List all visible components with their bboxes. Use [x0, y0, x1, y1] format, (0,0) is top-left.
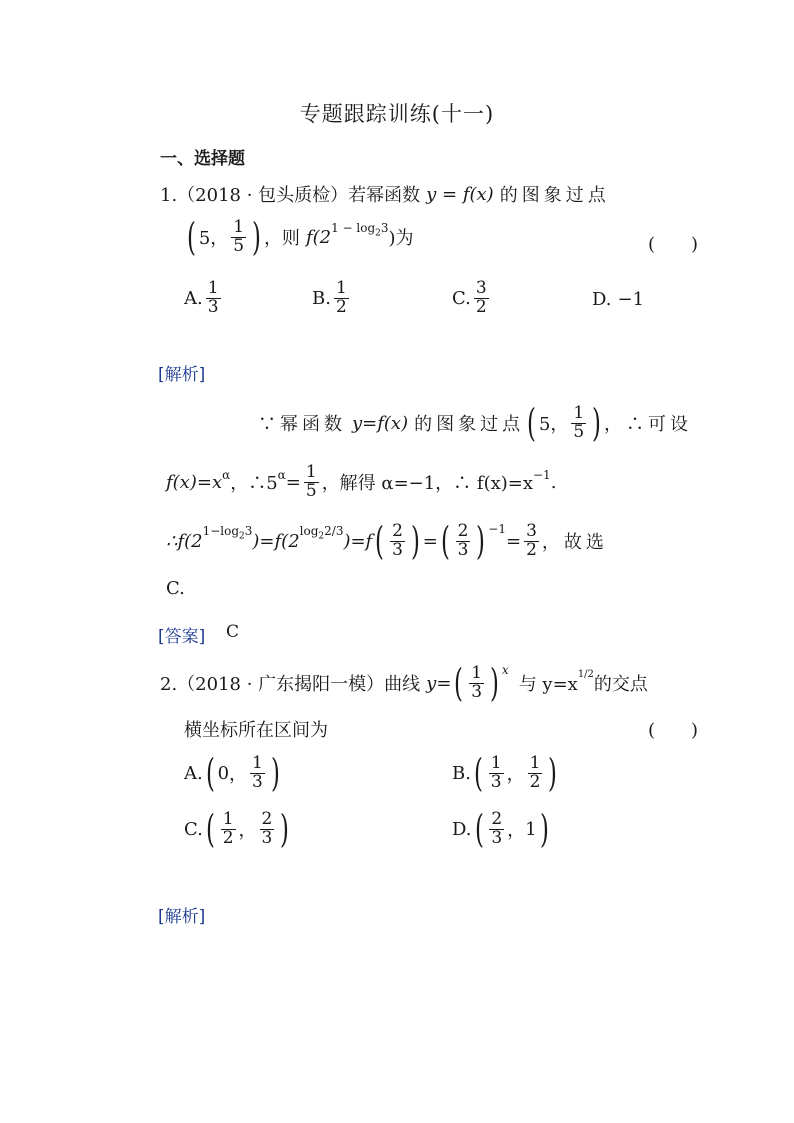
q1-stem-c: ，则 — [263, 228, 300, 249]
q1-stem-func: y = f(x) — [426, 183, 494, 205]
q2-option-d: D. ( $\frac{2}{3}$ ， 1 ) — [452, 807, 549, 851]
q2-stem-line1: 2.（2018 · 广东揭阳一模）曲线 y= ( $\frac{1}{3}$ ) x 与 y=x 1/2 的交点 — [160, 661, 648, 705]
q2-option-a: A. ( 0 ， $\frac{1}{3}$ ) — [184, 751, 280, 795]
q1-expr-end: )为 — [388, 228, 414, 249]
q2-option-b: B. ( $\frac{1}{3}$ ， $\frac{1}{2}$ ) — [452, 751, 558, 795]
q1-stem-b: 的图象过点 — [499, 185, 610, 206]
q1-option-b: B. $\frac{1}{2}$ — [312, 278, 347, 317]
paren-close: ) — [252, 215, 261, 259]
q1-option-a: A. $\frac{1}{3}$ — [184, 278, 219, 317]
q2-stem-line2: 横坐标所在区间为 — [184, 720, 328, 741]
q2-answer-blank: ( ) — [648, 720, 699, 741]
q1-stem-line2 — [184, 215, 414, 259]
analysis1-line2: f(x)=x α ，∴5 α = $\frac{1}{5}$ ，解得 α=−1，∴ f(x)=x −1 . — [166, 462, 557, 501]
analysis1-line4: C. — [166, 578, 185, 599]
analysis1-line1: ∵幂函数 y=f(x) 的图象过点 ( 5， $\frac{1}{5}$ ) ，∴可设 — [258, 401, 693, 445]
answer-tag: [答案] — [158, 627, 206, 647]
q1-option-c: C. $\frac{3}{2}$ — [452, 278, 487, 317]
q1-point-a: 5， — [198, 228, 229, 249]
q1-stem-a: 1.（2018 · 包头质检）若幂函数 — [160, 185, 421, 206]
analysis2-tag: [解析] — [158, 907, 206, 927]
q1-option-d: D. −1 — [592, 289, 645, 310]
fraction-numerator: 1 — [233, 216, 245, 237]
q1-expr: f(2 — [305, 226, 332, 248]
answer-value: C — [226, 622, 240, 642]
q1-stem-line1 — [160, 181, 610, 207]
q1-expr-exponent: $1 - \log_23$ — [331, 221, 389, 239]
page-title: 专题跟踪训练(十一) — [299, 102, 495, 126]
q1-fraction — [231, 216, 246, 256]
fraction-denominator: 5 — [233, 235, 245, 256]
q2-option-c: C. ( $\frac{1}{2}$ ， $\frac{2}{3}$ ) — [184, 807, 290, 851]
section-heading: 一、选择题 — [160, 149, 245, 169]
paren-open: ( — [186, 215, 196, 259]
analysis-tag: [解析] — [158, 365, 206, 385]
analysis1-line3: ∴f(2 $1-\log_23$ )=f(2 $\log_22/3$ )=f ( $\frac{2}{3}$ ) = ( $\frac{2}{3}$ ) −1 = $\frac{3}{2}$ ，故选 — [166, 519, 608, 563]
q1-answer-blank: ( ) — [648, 234, 699, 255]
